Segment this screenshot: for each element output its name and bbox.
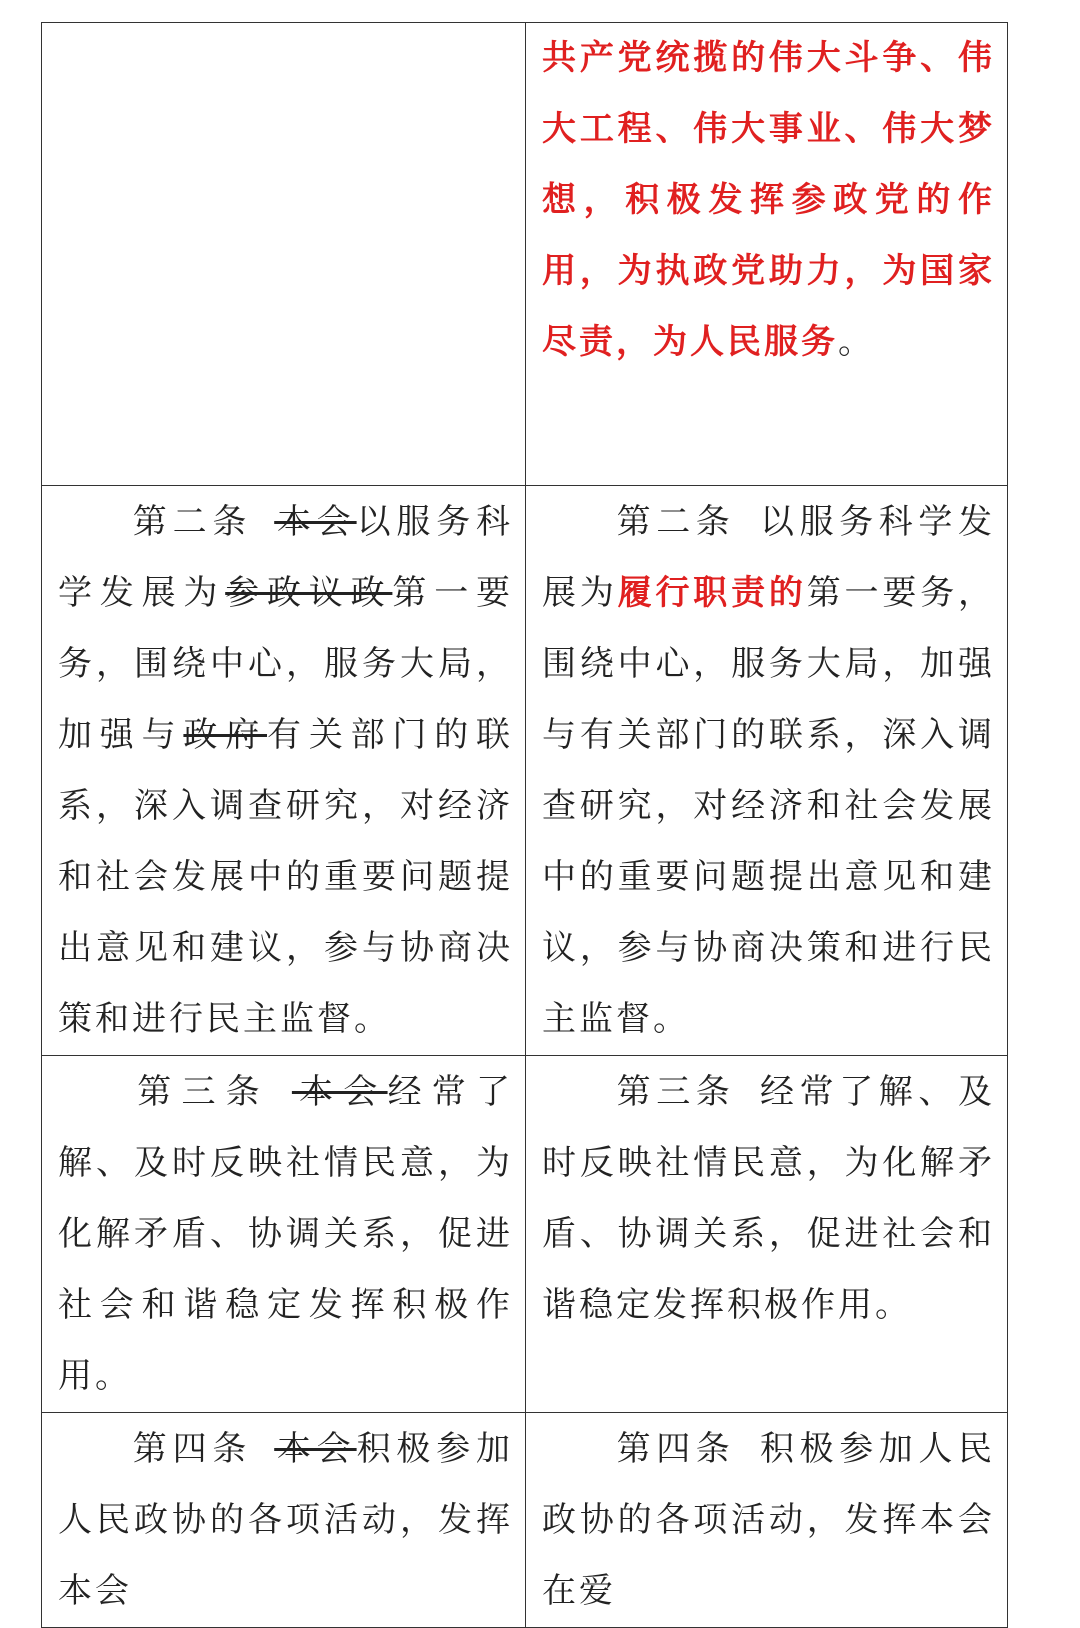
revised-text-cell: [526, 1056, 1008, 1413]
body-text: 第一要务，围绕中心，服务大局，加强与有关部门的联系，深入调查研究，对经济和社会发展中的重要问题提出意见和建议，参与协商决策和进行民主监督。: [542, 573, 996, 1039]
revised-paragraph: [526, 1413, 1007, 1627]
table-row: [42, 23, 1008, 486]
article-number: 第三条: [130, 1072, 270, 1112]
original-text-cell: [42, 486, 526, 1056]
deleted-text: 本会: [274, 1429, 357, 1469]
article-number: 第三条: [614, 1072, 736, 1112]
original-paragraph: [42, 1056, 525, 1412]
deleted-text: 政府: [183, 715, 268, 755]
table-row: [42, 1056, 1008, 1413]
body-text: 积极参加人民政协的各项活动，发挥本会在爱: [542, 1429, 996, 1611]
body-text: 积极参加人民政协的各项活动，发挥本会: [58, 1429, 514, 1611]
end-punctuation: 。: [838, 322, 875, 362]
deleted-text: 本会: [274, 502, 357, 542]
revised-paragraph: [526, 486, 1007, 1055]
deleted-text: 本会: [291, 1072, 388, 1112]
original-text-cell: [42, 1056, 526, 1413]
revised-text-cell: [526, 23, 1008, 486]
table-row: [42, 486, 1008, 1056]
comparison-table: [41, 22, 1008, 1628]
article-number: 第二条: [130, 502, 253, 542]
body-text: 经常了解、及时反映社情民意，为化解矛盾、协调关系，促进社会和谐稳定发挥积极作用。: [542, 1072, 996, 1325]
original-paragraph: [42, 486, 525, 1055]
body-text: 有关部门的联系，深入调查研究，对经济和社会发展中的重要问题提出意见和建议，参与协商决策和进行民主监督。: [58, 715, 514, 1039]
body-text: 以服务科学发展为: [58, 502, 514, 613]
article-number: 第四条: [130, 1429, 253, 1469]
article-number: 第二条: [614, 502, 736, 542]
added-text: 履行职责的: [617, 573, 807, 613]
added-text: 共产党统揽的伟大斗争、伟大工程、伟大事业、伟大梦想，积极发挥参政党的作用，为执政党助力，为国家尽责，为人民服务: [542, 38, 995, 362]
table-row: [42, 1413, 1008, 1628]
deleted-text: 参政议政: [225, 573, 393, 613]
original-paragraph: [42, 1413, 525, 1627]
revised-text-cell: [526, 486, 1008, 1056]
revised-paragraph: [526, 23, 1007, 378]
revised-text-cell: [526, 1413, 1008, 1628]
body-text: 第一要务，围绕中心，服务大局，加强与: [58, 573, 514, 755]
original-text-cell: [42, 23, 526, 486]
body-text: 经常了解、及时反映社情民意，为化解矛盾、协调关系，促进社会和谐稳定发挥积极作用。: [58, 1072, 514, 1396]
revised-paragraph: [526, 1056, 1007, 1341]
article-number: 第四条: [614, 1429, 736, 1469]
body-text: 以服务科学发展为: [542, 502, 996, 613]
original-text-cell: [42, 1413, 526, 1628]
